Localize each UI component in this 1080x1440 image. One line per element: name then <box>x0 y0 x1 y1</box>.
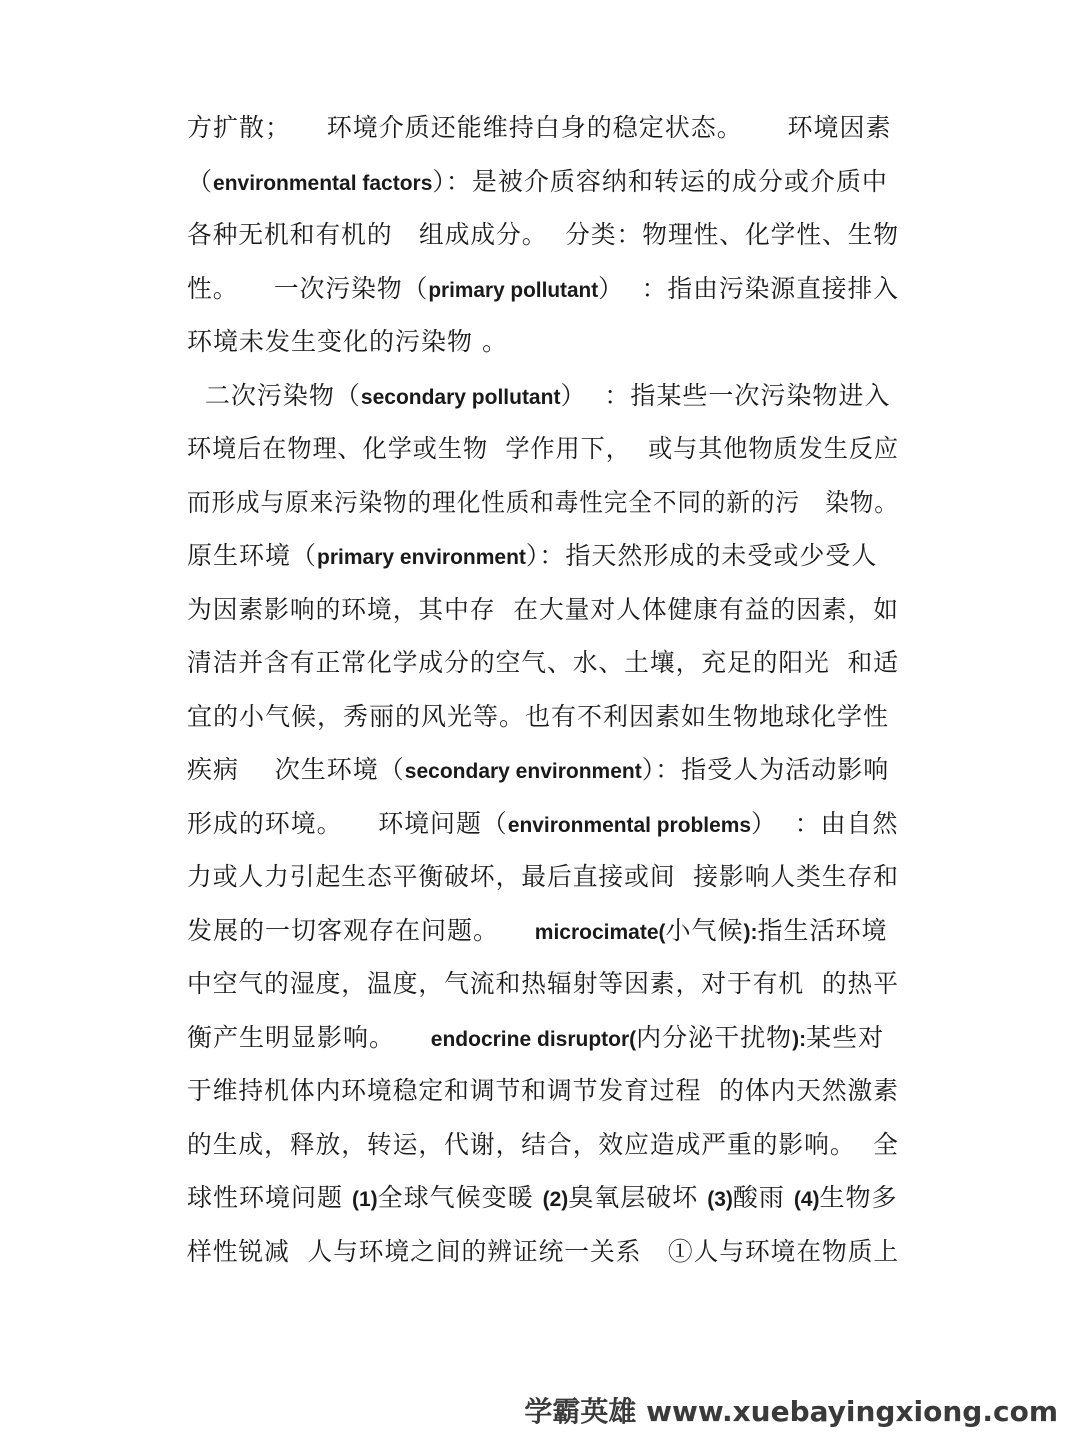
line-text: ）：指受人为活动影响 <box>641 755 890 784</box>
term-text: secondary pollutant <box>360 386 561 409</box>
site-watermark: 学霸英雄 www.xuebayingxiong.com <box>524 1395 1058 1428</box>
line-text: 样性锐减 人与环境之间的辨证统一关系 ①人与环境在物质上 <box>187 1237 900 1266</box>
term-text: environmental problems <box>507 814 751 837</box>
line-text: 性。 一次污染物（ <box>187 274 429 303</box>
text-line <box>187 215 899 255</box>
line-text: （ <box>187 167 214 196</box>
term-text: (3) <box>707 1188 733 1211</box>
line-text: 小气候 <box>665 916 744 945</box>
line-text: 形成的环境。 环境问题（ <box>187 809 508 838</box>
term-text: secondary environment <box>404 760 642 783</box>
text-line <box>187 1232 899 1272</box>
line-text: 指生活环境 <box>757 916 888 945</box>
term-text: (4) <box>793 1188 820 1211</box>
line-text: ） ：指由污染源直接排入 <box>598 274 900 303</box>
line-text: 生物多 <box>819 1183 898 1212</box>
term-text: primary pollutant <box>428 279 599 302</box>
line-text: 二次污染物（ <box>187 381 361 410</box>
term-text: (1) <box>351 1188 378 1211</box>
text-line <box>187 536 877 576</box>
text-line <box>187 590 899 630</box>
line-text: ）：指天然形成的未受或少受人 <box>525 541 878 570</box>
text-line <box>187 911 888 951</box>
text-line <box>187 322 508 362</box>
line-text: 环境未发生变化的污染物 。 <box>187 327 508 356</box>
term-text: ): <box>743 921 758 944</box>
line-text: 清洁并含有正常化学成分的空气、水、土壤，充足的阳光 和适 <box>187 648 899 677</box>
line-text: 方扩散； 环境介质还能维持白身的稳定状态。 环境因素 <box>187 113 892 142</box>
line-text: 全球气候变暖 <box>377 1183 543 1212</box>
text-line <box>187 804 898 844</box>
text-line <box>187 1071 899 1111</box>
line-text: 于维持机体内环境稳定和调节和调节发育过程 的体内天然激素 <box>187 1076 899 1105</box>
line-text: 酸雨 <box>732 1183 794 1212</box>
text-line <box>187 162 888 202</box>
line-text: 中空气的湿度，温度，气流和热辐射等因素，对于有机 的热平 <box>187 969 899 998</box>
line-text: 各种无机和有机的 组成成分。 分类：物理性、化学性、生物 <box>187 220 900 249</box>
text-line <box>187 750 889 790</box>
line-text: 宜的小气候，秀丽的风光等。也有不利因素如生物地球化学性 <box>187 702 890 731</box>
line-text: 某些对 <box>806 1023 885 1052</box>
term-text: endocrine disruptor( <box>430 1028 637 1051</box>
text-line <box>187 1178 898 1218</box>
text-line <box>187 269 899 309</box>
text-line <box>187 697 889 737</box>
text-line <box>187 643 899 683</box>
line-text: 力或人力引起生态平衡破坏，最后直接或间 接影响人类生存和 <box>187 862 899 891</box>
text-line <box>187 1018 884 1058</box>
line-text: 内分泌干扰物 <box>636 1023 793 1052</box>
text-line <box>187 429 899 469</box>
line-text: 而形成与原来污染物的理化性质和毒性完全不同的新的污 染物。 <box>187 488 899 517</box>
line-text: 衡产生明显影响。 <box>187 1023 431 1052</box>
line-text: 环境后在物理、化学或生物 学作用下， 或与其他物质发生反应 <box>187 434 899 463</box>
term-text: ): <box>792 1028 807 1051</box>
line-text: ） ：由自然 <box>750 809 899 838</box>
text-line <box>187 376 890 416</box>
text-line <box>187 483 899 523</box>
line-text: 球性环境问题 <box>187 1183 352 1212</box>
term-text: environmental factors <box>213 172 433 195</box>
text-line <box>187 108 892 148</box>
line-text: 臭氧层破坏 <box>568 1183 708 1212</box>
text-line <box>187 857 899 897</box>
term-text: (2) <box>542 1188 569 1211</box>
term-text: microcimate( <box>534 921 666 944</box>
text-line <box>187 964 899 1004</box>
text-line <box>187 1125 899 1165</box>
term-text: primary environment <box>317 546 526 569</box>
line-text: 原生环境（ <box>187 541 318 570</box>
line-text: ） ：指某些一次污染物进入 <box>560 381 891 410</box>
line-text: 为因素影响的环境，其中存 在大量对人体健康有益的因素，如 <box>187 595 899 624</box>
line-text: 的生成，释放，转运，代谢，结合，效应造成严重的影响。 全 <box>187 1130 899 1159</box>
line-text: 发展的一切客观存在问题。 <box>187 916 535 945</box>
line-text: ）：是被介质容纳和转运的成分或介质中 <box>432 167 888 196</box>
line-text: 疾病 次生环境（ <box>187 755 405 784</box>
